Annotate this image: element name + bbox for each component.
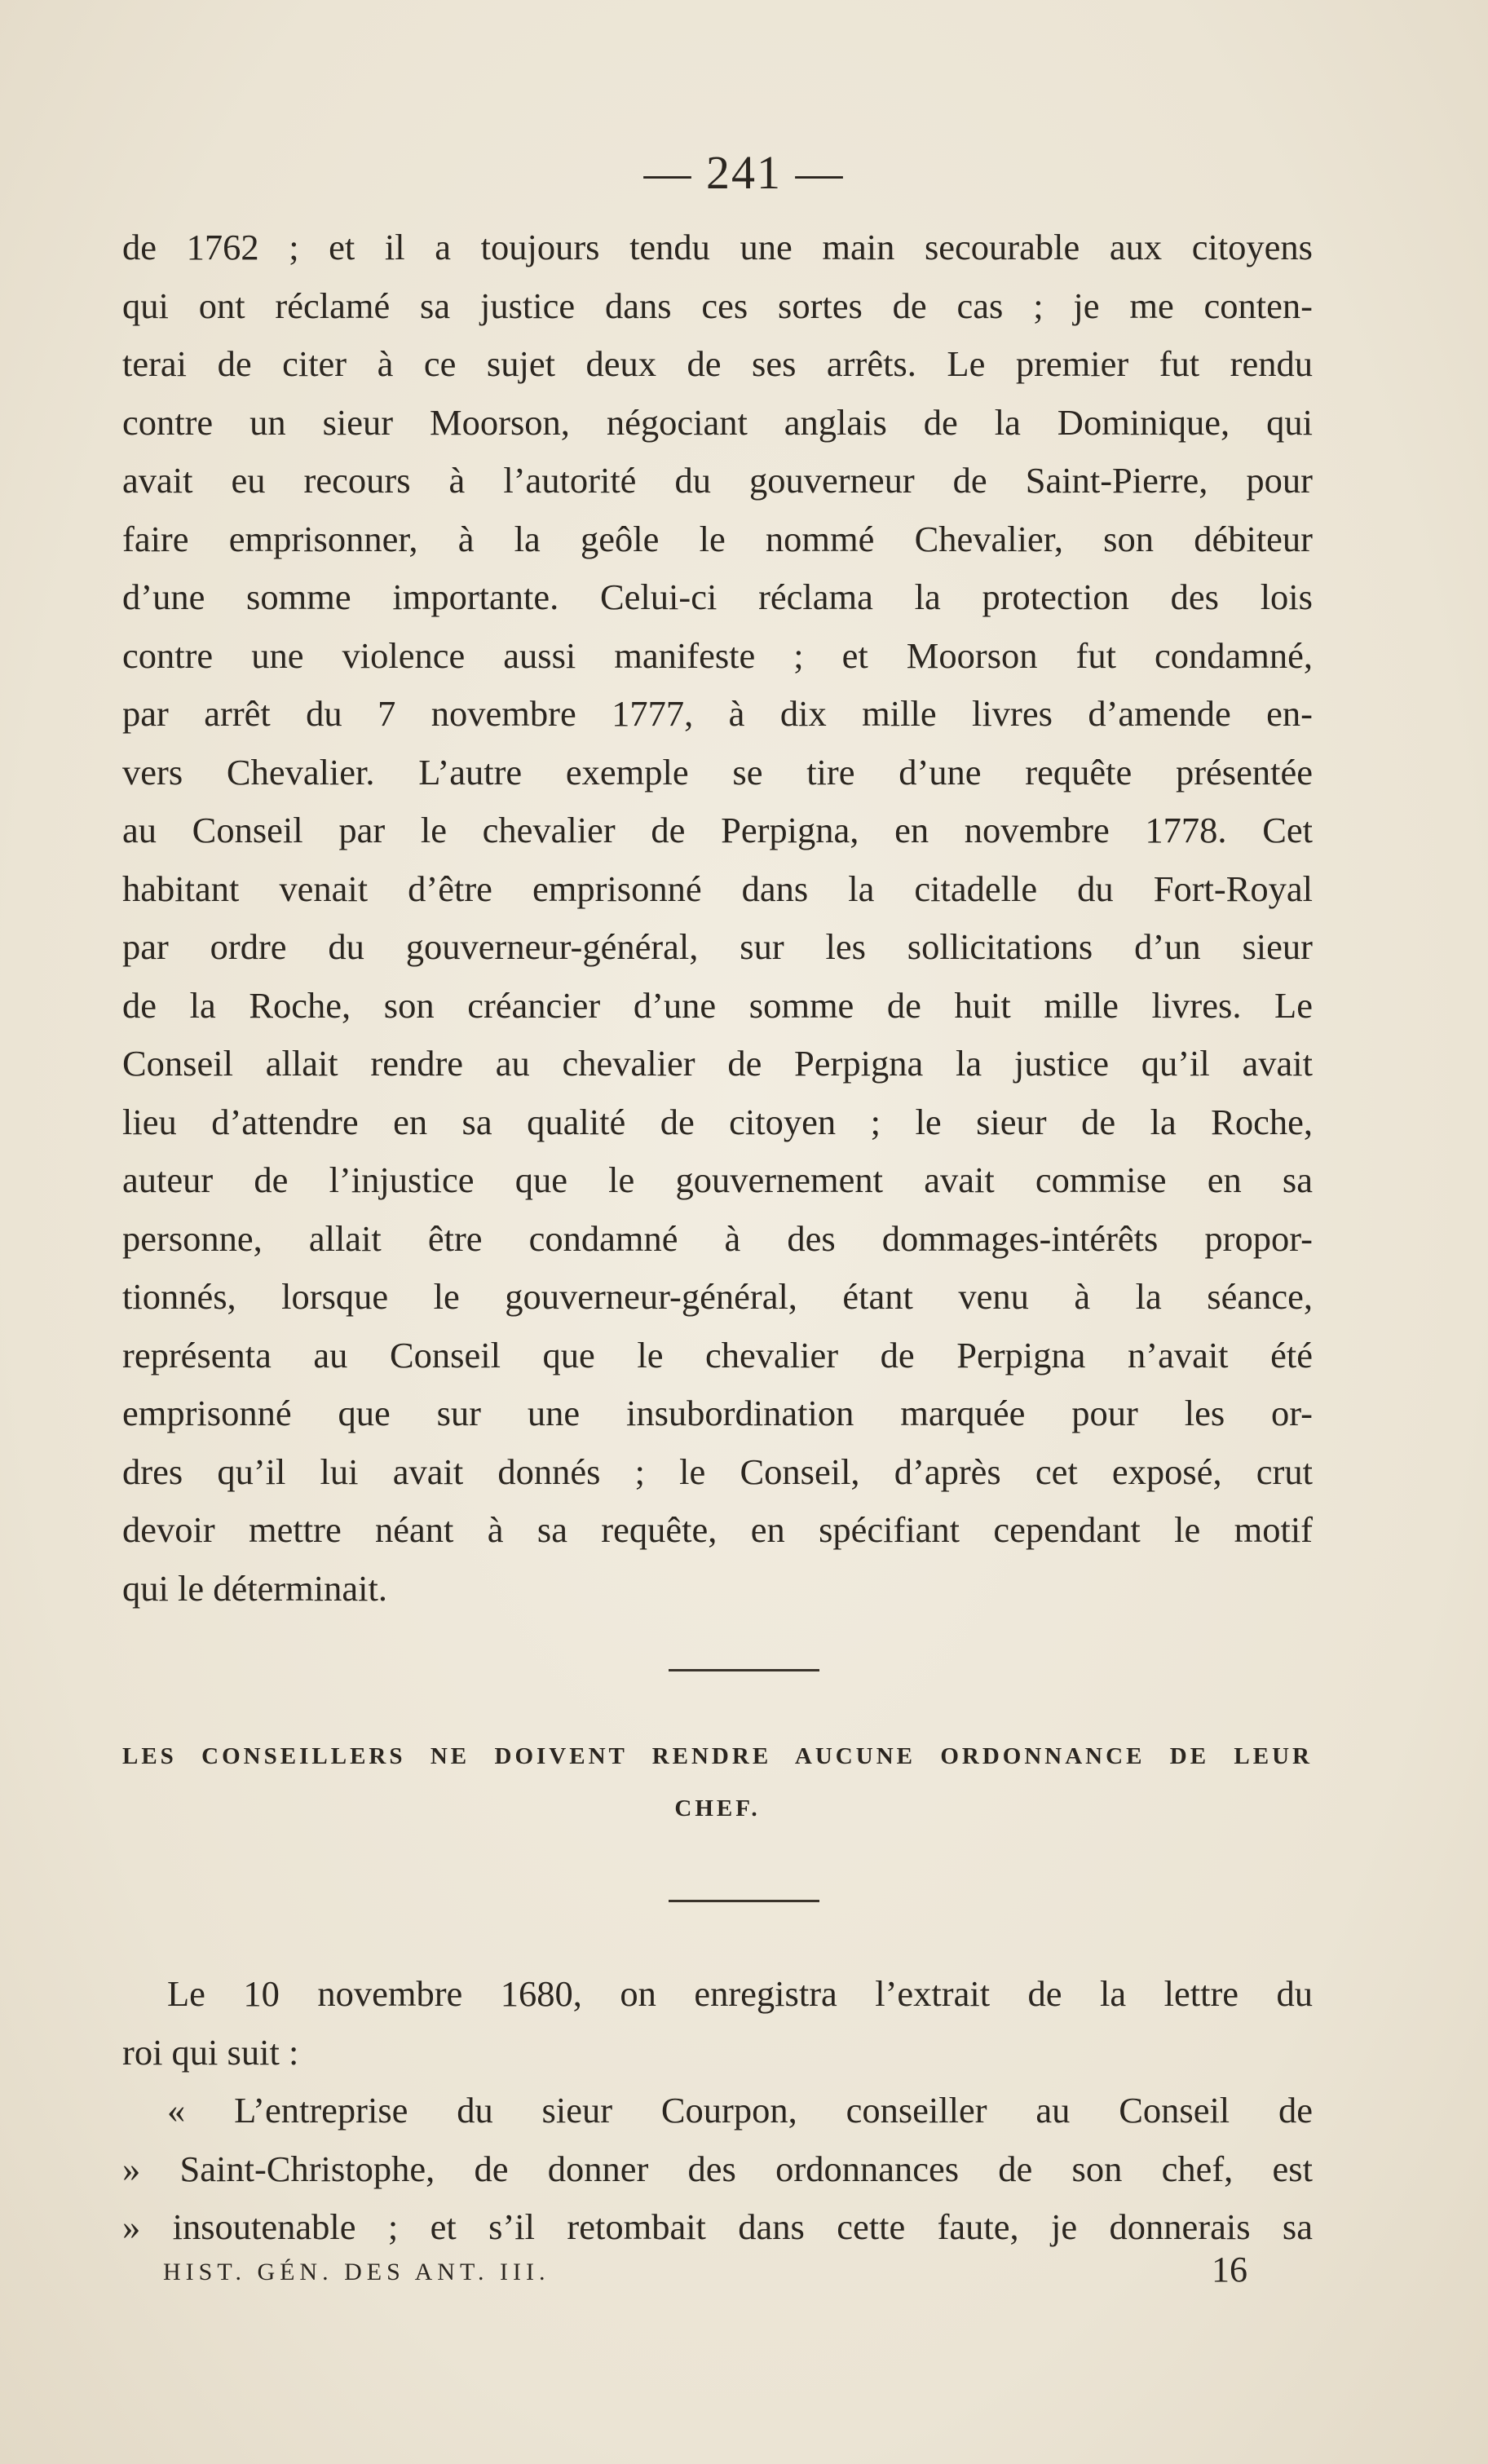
text-line: auteur de l’injustice que le gouvernement avait commise en sa — [122, 1159, 1313, 1200]
paragraph-1 — [122, 219, 1313, 1618]
section-heading-line: LES CONSEILLERS NE DOIVENT RENDRE AUCUNE ORDONNANCE DE LEUR — [122, 1743, 1313, 1769]
text-line: » insoutenable ; et s’il retombait dans cette faute, je donnerais sa — [122, 2206, 1313, 2247]
paragraph-2 — [122, 1965, 1313, 2257]
text-line: par arrêt du 7 novembre 1777, à dix mille livres d’amende en- — [122, 693, 1313, 734]
text-line: de la Roche, son créancier d’une somme de huit mille livres. Le — [122, 984, 1313, 1026]
text-line: roi qui suit : — [122, 2031, 299, 2073]
text-line: emprisonné que sur une insubordination marquée pour les or- — [122, 1393, 1313, 1433]
text-line: qui ont réclamé sa justice dans ces sortes de cas ; je me conten- — [122, 285, 1313, 326]
section-heading — [122, 1730, 1313, 1835]
text-line: devoir mettre néant à sa requête, en spécifiant cependant le motif — [122, 1509, 1313, 1550]
text-line: dres qu’il lui avait donnés ; le Conseil, d’après cet exposé, crut — [122, 1451, 1313, 1492]
text-line: vers Chevalier. L’autre exemple se tire d’une requête présentée — [122, 751, 1313, 793]
section-heading-line: CHEF. — [674, 1795, 761, 1822]
section-divider-top — [669, 1669, 819, 1671]
text-line: » Saint-Christophe, de donner des ordonnances de son chef, est — [122, 2148, 1313, 2189]
text-line: avait eu recours à l’autorité du gouverneur de Saint-Pierre, pour — [122, 460, 1313, 501]
text-line: qui le déterminait. — [122, 1567, 387, 1609]
text-line: par ordre du gouverneur-général, sur les sollicitations d’un sieur — [122, 926, 1313, 967]
text-line: représenta au Conseil que le chevalier de Perpigna n’avait été — [122, 1334, 1313, 1376]
text-line: personne, allait être condamné à des dommages-intérêts propor- — [122, 1217, 1313, 1259]
text-line: de 1762 ; et il a toujours tendu une main secourable aux citoyens — [122, 227, 1313, 267]
text-line: habitant venait d’être emprisonné dans la citadelle du Fort-Royal — [122, 868, 1313, 909]
text-line: terai de citer à ce sujet deux de ses arrêts. Le premier fut rendu — [122, 343, 1313, 384]
signature-mark: 16 — [1212, 2250, 1247, 2290]
text-line: Conseil allait rendre au chevalier de Perpigna la justice qu’il avait — [122, 1043, 1313, 1084]
text-line: lieu d’attendre en sa qualité de citoyen ; le sieur de la Roche, — [122, 1101, 1313, 1142]
text-line: faire emprisonner, à la geôle le nommé Chevalier, son débiteur — [122, 518, 1313, 559]
text-line: contre une violence aussi manifeste ; et Moorson fut condamné, — [122, 634, 1313, 676]
running-title: HIST. GÉN. DES ANT. III. — [163, 2259, 550, 2285]
page-number: — 241 — — [643, 146, 845, 199]
text-line: au Conseil par le chevalier de Perpigna, en novembre 1778. Cet — [122, 810, 1313, 850]
text-line: tionnés, lorsque le gouverneur-général, étant venu à la séance, — [122, 1276, 1313, 1317]
section-divider-bottom — [669, 1900, 819, 1902]
text-line: d’une somme importante. Celui-ci réclama la protection des lois — [122, 576, 1313, 617]
text-line: contre un sieur Moorson, négociant anglais de la Dominique, qui — [122, 401, 1313, 443]
text-line: Le 10 novembre 1680, on enregistra l’extrait de la lettre du — [167, 1973, 1313, 2014]
text-line: « L’entreprise du sieur Courpon, conseiller au Conseil de — [167, 2090, 1313, 2131]
